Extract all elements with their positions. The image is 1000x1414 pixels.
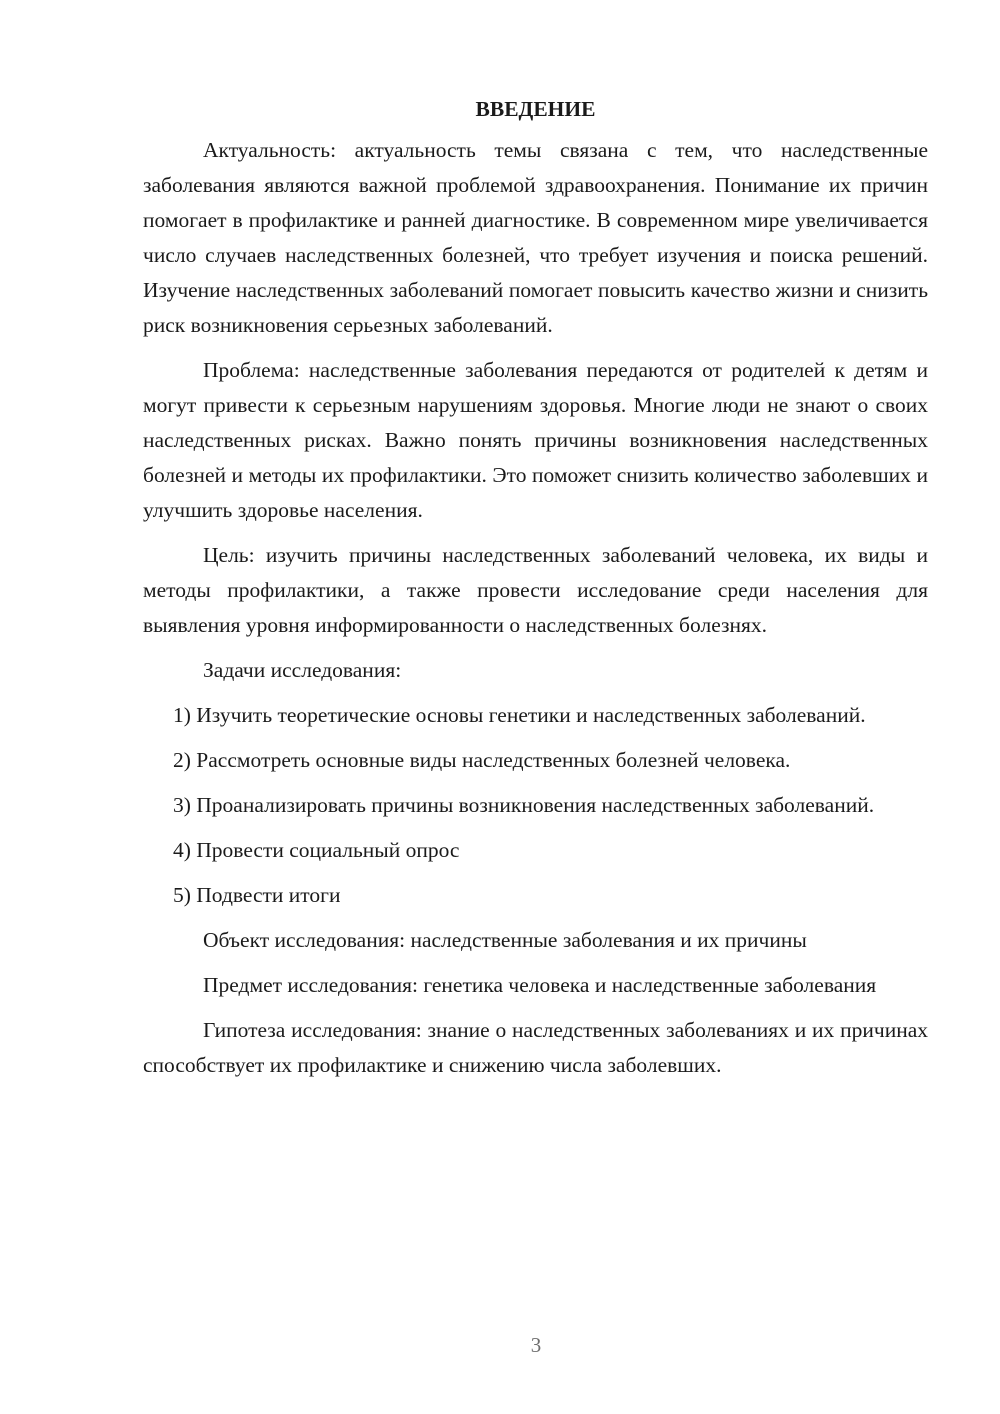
relevance-paragraph: Актуальность: актуальность темы связана с тем, что наследственные заболевания являются важной проблемой здравоохранения. Понимание их причин помогает в профилактике и ранней диагностике. В современном мире увеличивается число случаев наследственных болезней, что требует изучения и поиска решений. Изучение наследственных заболеваний помогает повысить качество жизни и снизить риск возникновения серьезных заболеваний.: [143, 138, 928, 337]
page-number: 3: [530, 1333, 542, 1357]
tasks-heading: Задачи исследования:: [203, 658, 402, 682]
object-paragraph: Объект исследования: наследственные заболевания и их причины: [203, 928, 807, 952]
subject-paragraph: Предмет исследования: генетика человека и наследственные заболевания: [203, 973, 877, 997]
goal-paragraph: Цель: изучить причины наследственных заболеваний человека, их виды и методы профилактики, а также провести исследование среди населения для выявления уровня информированности о наследственных болезнях.: [143, 543, 928, 637]
task-item-5: 5) Подвести итоги: [173, 883, 341, 907]
problem-paragraph: Проблема: наследственные заболевания передаются от родителей к детям и могут привести к серьезным нарушениям здоровья. Многие люди не знают о своих наследственных рисках. Важно понять причины возникновения наследственных болезней и методы их профилактики. Это поможет снизить количество заболевших и улучшить здоровье населения.: [143, 358, 928, 522]
section-title: ВВЕДЕНИЕ: [475, 97, 596, 121]
hypothesis-paragraph: Гипотеза исследования: знание о наследственных заболеваниях и их причинах способствует их профилактике и снижению числа заболевших.: [143, 1018, 928, 1077]
page-content: [143, 92, 928, 1093]
task-item-1: 1) Изучить теоретические основы генетики и наследственных заболеваний.: [173, 703, 866, 727]
task-item-2: 2) Рассмотреть основные виды наследственных болезней человека.: [173, 748, 791, 772]
task-item-3: 3) Проанализировать причины возникновения наследственных заболеваний.: [173, 793, 875, 817]
task-item-4: 4) Провести социальный опрос: [173, 838, 460, 862]
